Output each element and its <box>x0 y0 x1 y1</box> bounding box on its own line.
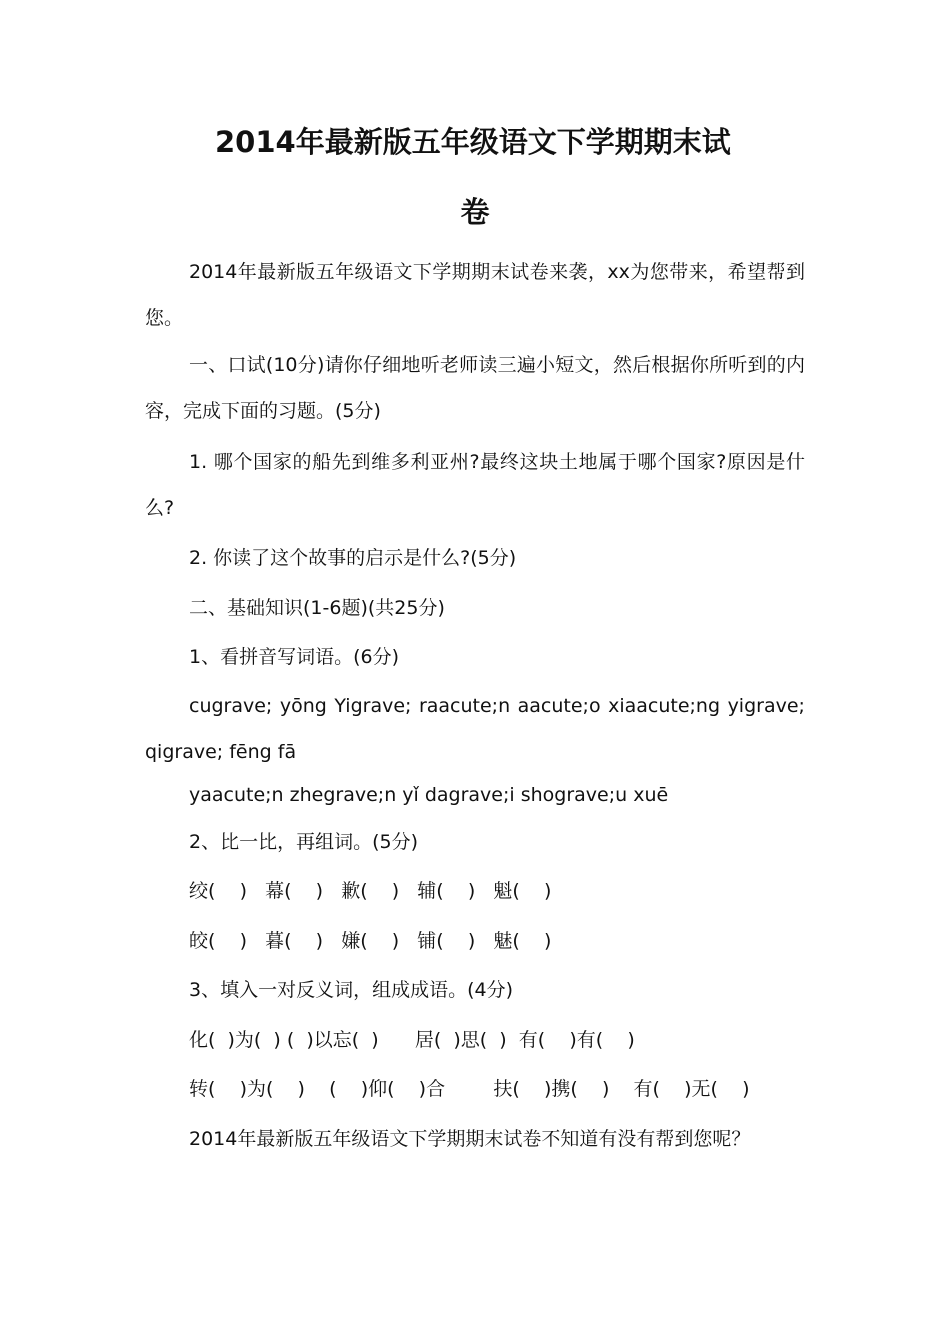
item-3-heading: 3、填入一对反义词，组成成语。(4分) <box>189 979 514 1001</box>
pinyin-row-2: yaacute;n zhegrave;n yǐ dagrave;i shograve;u xuē <box>189 784 669 806</box>
compare-row-2: 皎( ) 暮( ) 嫌( ) 铺( ) 魅( ) <box>189 930 552 952</box>
pinyin-word: raacute;n <box>418 695 511 717</box>
pinyin-row-1 <box>145 683 805 729</box>
intro-paragraph: 2014年最新版五年级语文下学期期末试卷来袭，xx为您带来，希望帮到您。 <box>145 261 805 329</box>
question-2: 2. 你读了这个故事的启示是什么?(5分) <box>189 547 517 569</box>
pinyin-word: xiaacute;ng <box>608 695 721 717</box>
pinyin-word: Yigrave; <box>334 695 412 717</box>
section-2-heading: 二、基础知识(1-6题)(共25分) <box>189 597 445 619</box>
pinyin-word: yōng <box>279 695 327 717</box>
pinyin-word: cugrave; <box>189 695 273 717</box>
section-1-heading: 一、口试(10分)请你仔细地听老师读三遍小短文，然后根据你所听到的内容，完成下面的习题。(5分) <box>145 354 805 422</box>
pinyin-row-1-wrap: qigrave; fēng fā <box>145 741 297 763</box>
idiom-row-1: 化( )为( ) ( )以忘( ) 居( )思( ) 有( )有( ) <box>189 1029 635 1051</box>
item-2-heading: 2、比一比，再组词。(5分) <box>189 831 419 853</box>
page-title-line-1: 2014年最新版五年级语文下学期期末试 <box>215 125 731 159</box>
item-1-heading: 1、看拼音写词语。(6分) <box>189 646 400 668</box>
page-title-line-2: 卷 <box>460 195 490 229</box>
question-1: 1. 哪个国家的船先到维多利亚州?最终这块土地属于哪个国家?原因是什么? <box>145 451 805 519</box>
closing-paragraph: 2014年最新版五年级语文下学期期末试卷不知道有没有帮到您呢？ <box>189 1128 751 1150</box>
pinyin-word: aacute;o <box>517 695 601 717</box>
pinyin-word: yigrave; <box>727 695 805 717</box>
compare-row-1: 绞( ) 幕( ) 歉( ) 辅( ) 魁( ) <box>189 880 552 902</box>
pinyin-block <box>145 683 805 775</box>
idiom-row-2: 转( )为( ) ( )仰( )合 扶( )携( ) 有( )无( ) <box>189 1078 750 1100</box>
